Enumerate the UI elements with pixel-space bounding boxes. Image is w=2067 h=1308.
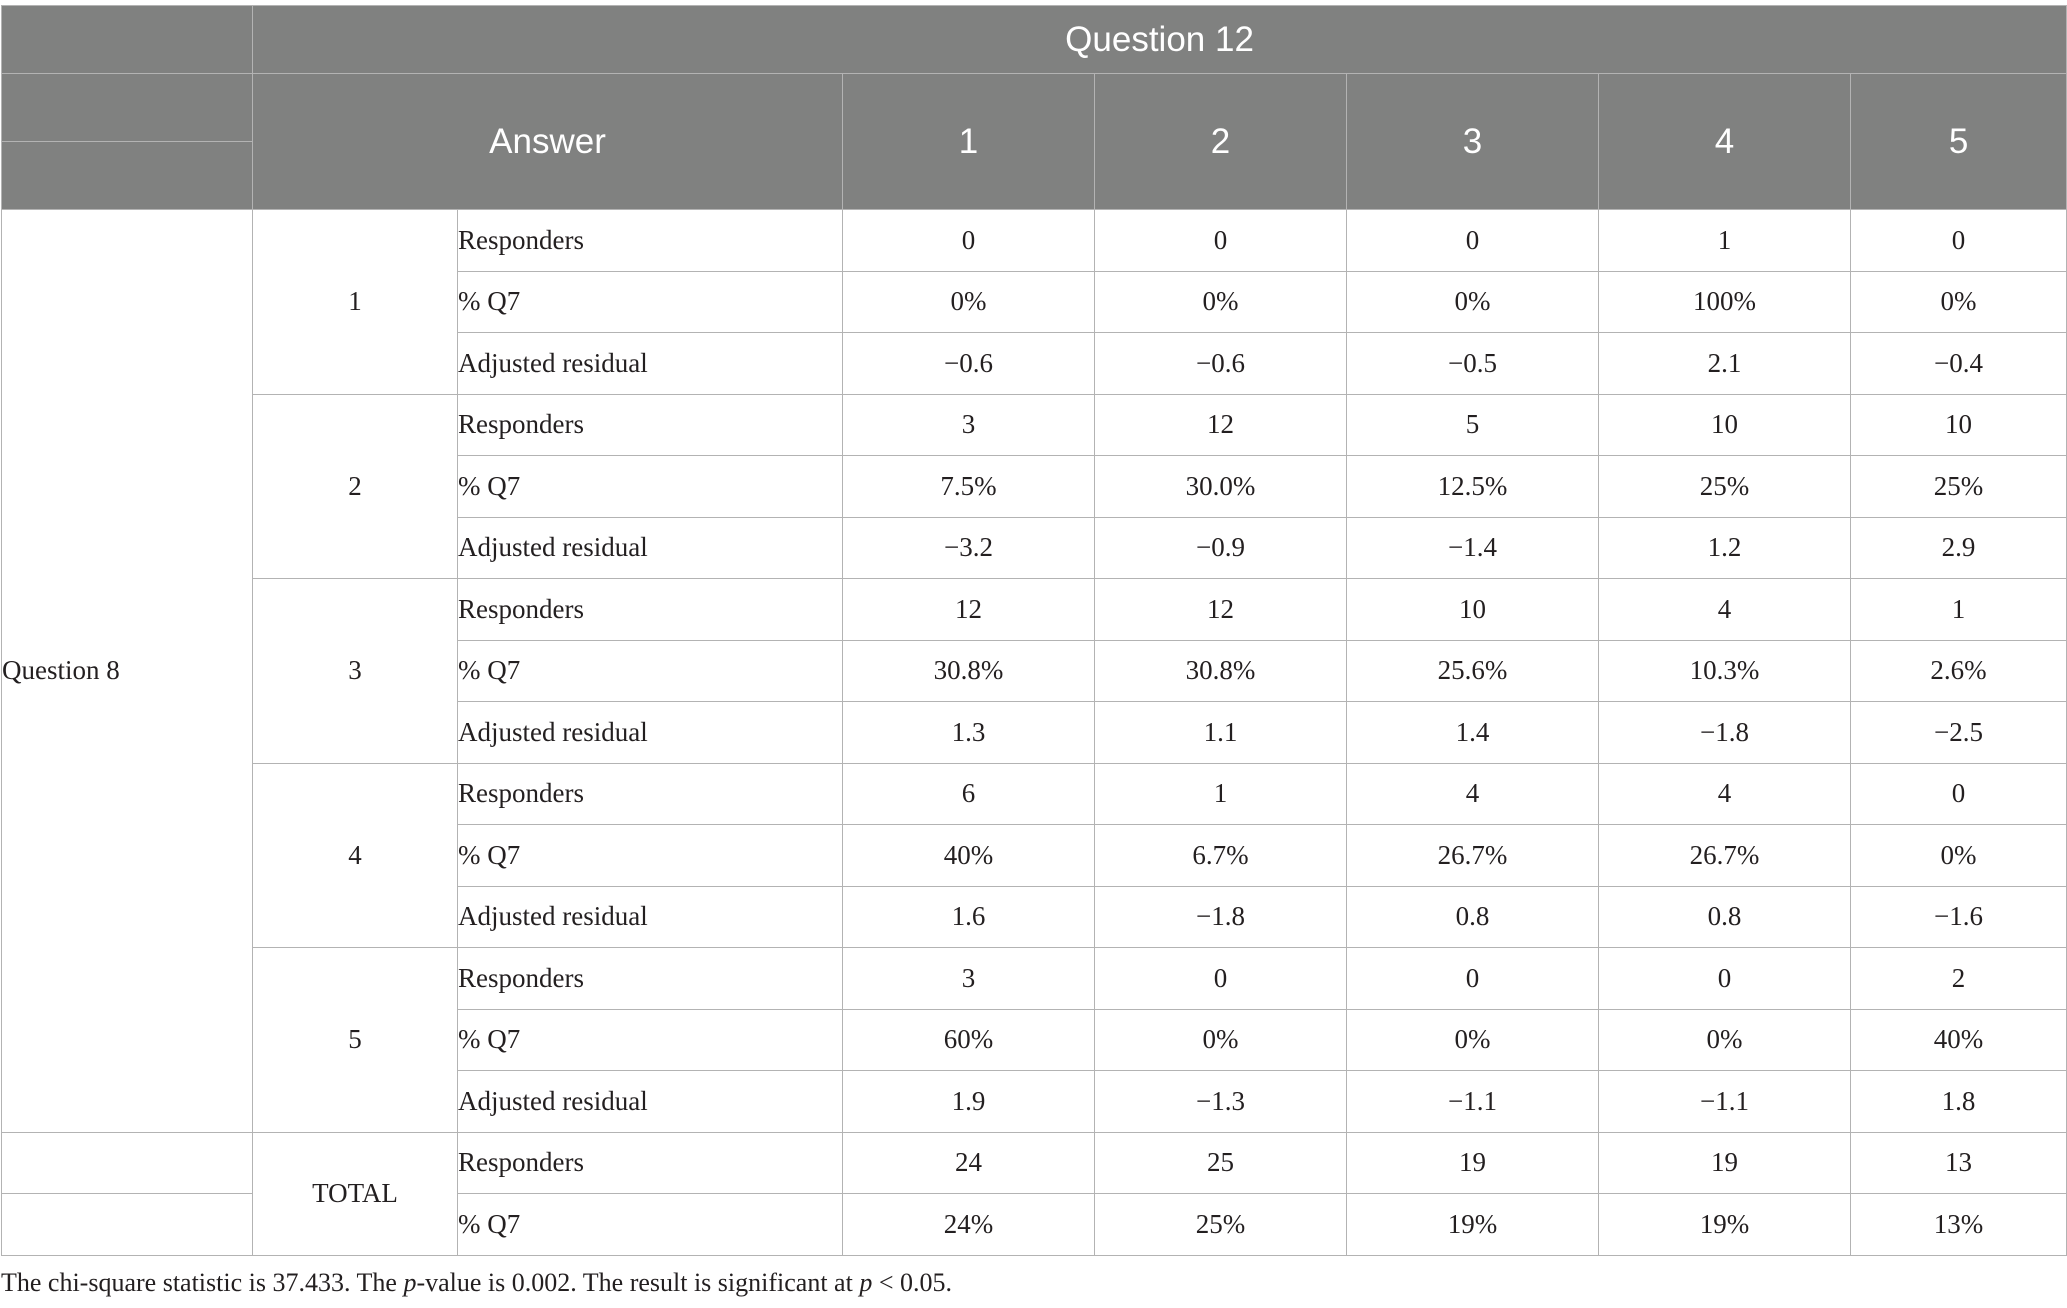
metric-label-cell: % Q7	[458, 1194, 843, 1256]
value-cell: −1.3	[1095, 1071, 1347, 1133]
header-corner-cell	[2, 74, 253, 142]
value-cell: 0%	[1347, 1009, 1599, 1071]
value-cell: 0%	[1851, 825, 2067, 887]
value-cell: 0%	[843, 271, 1095, 333]
value-cell: 25.6%	[1347, 640, 1599, 702]
header-corner-cell	[2, 142, 253, 210]
value-cell: 25%	[1851, 456, 2067, 518]
answer-value-cell: 4	[253, 763, 458, 948]
metric-label-cell: Adjusted residual	[458, 333, 843, 395]
value-cell: −1.1	[1347, 1071, 1599, 1133]
footnote-p-symbol: p	[403, 1268, 417, 1297]
metric-label-cell: Responders	[458, 579, 843, 641]
value-cell: 30.0%	[1095, 456, 1347, 518]
value-cell: 24	[843, 1132, 1095, 1194]
value-cell: 4	[1599, 763, 1851, 825]
metric-label-cell: Adjusted residual	[458, 702, 843, 764]
answer-header: Answer	[253, 74, 843, 210]
footnote-p-symbol: p	[859, 1268, 873, 1297]
value-cell: 40%	[843, 825, 1095, 887]
crosstab-table	[1, 5, 2067, 1256]
metric-label-cell: Adjusted residual	[458, 886, 843, 948]
value-cell: 0%	[1095, 271, 1347, 333]
value-cell: 12	[1095, 579, 1347, 641]
header-corner-cell	[2, 6, 253, 74]
empty-cell	[2, 1194, 253, 1256]
value-cell: 30.8%	[1095, 640, 1347, 702]
total-label-cell: TOTAL	[253, 1132, 458, 1255]
metric-label-cell: Responders	[458, 763, 843, 825]
value-cell: 2.1	[1599, 333, 1851, 395]
value-cell: 19%	[1599, 1194, 1851, 1256]
value-cell: 4	[1599, 579, 1851, 641]
answer-value-cell: 3	[253, 579, 458, 764]
value-cell: 12.5%	[1347, 456, 1599, 518]
value-cell: 40%	[1851, 1009, 2067, 1071]
value-cell: 0	[1851, 763, 2067, 825]
table-row	[2, 394, 2067, 456]
answer-value-cell: 5	[253, 948, 458, 1133]
footnote-text-3: < 0.05.	[872, 1268, 952, 1297]
value-cell: 0	[1347, 210, 1599, 272]
table-body	[2, 210, 2067, 1256]
footnote-text-1: The chi-square statistic is 37.433. The	[1, 1268, 404, 1297]
value-cell: 7.5%	[843, 456, 1095, 518]
value-cell: 0%	[1095, 1009, 1347, 1071]
value-cell: 25%	[1095, 1194, 1347, 1256]
value-cell: 3	[843, 948, 1095, 1010]
answer-value-cell: 2	[253, 394, 458, 579]
value-cell: 6	[843, 763, 1095, 825]
value-cell: −1.1	[1599, 1071, 1851, 1133]
value-cell: 10	[1851, 394, 2067, 456]
value-cell: 1	[1599, 210, 1851, 272]
value-cell: −0.6	[843, 333, 1095, 395]
value-cell: 19	[1599, 1132, 1851, 1194]
value-cell: 5	[1347, 394, 1599, 456]
value-cell: 0%	[1599, 1009, 1851, 1071]
value-cell: 12	[1095, 394, 1347, 456]
metric-label-cell: % Q7	[458, 640, 843, 702]
value-cell: 10.3%	[1599, 640, 1851, 702]
value-cell: −0.5	[1347, 333, 1599, 395]
value-cell: −1.8	[1095, 886, 1347, 948]
metric-label-cell: % Q7	[458, 271, 843, 333]
value-cell: 0	[843, 210, 1095, 272]
table-row	[2, 579, 2067, 641]
value-cell: −0.9	[1095, 517, 1347, 579]
metric-label-cell: Adjusted residual	[458, 517, 843, 579]
empty-cell	[2, 1132, 253, 1194]
value-cell: 10	[1599, 394, 1851, 456]
value-cell: 6.7%	[1095, 825, 1347, 887]
metric-label-cell: % Q7	[458, 825, 843, 887]
value-cell: 1.9	[843, 1071, 1095, 1133]
value-cell: 1.2	[1599, 517, 1851, 579]
value-cell: −1.6	[1851, 886, 2067, 948]
value-cell: 4	[1347, 763, 1599, 825]
value-cell: 100%	[1599, 271, 1851, 333]
value-cell: 0	[1851, 210, 2067, 272]
table-footnote	[1, 1268, 952, 1298]
value-cell: 19%	[1347, 1194, 1599, 1256]
value-cell: 19	[1347, 1132, 1599, 1194]
column-header-3: 3	[1347, 74, 1599, 210]
value-cell: 24%	[843, 1194, 1095, 1256]
value-cell: 1.1	[1095, 702, 1347, 764]
value-cell: 26.7%	[1599, 825, 1851, 887]
value-cell: 0	[1095, 210, 1347, 272]
value-cell: 0%	[1347, 271, 1599, 333]
value-cell: 13	[1851, 1132, 2067, 1194]
metric-label-cell: Responders	[458, 948, 843, 1010]
value-cell: 0%	[1851, 271, 2067, 333]
metric-label-cell: % Q7	[458, 1009, 843, 1071]
table-row	[2, 210, 2067, 272]
value-cell: 0.8	[1347, 886, 1599, 948]
value-cell: 1	[1095, 763, 1347, 825]
table-header	[2, 6, 2067, 210]
column-header-1: 1	[843, 74, 1095, 210]
column-header-5: 5	[1851, 74, 2067, 210]
value-cell: 0	[1347, 948, 1599, 1010]
total-row	[2, 1132, 2067, 1194]
metric-label-cell: Responders	[458, 1132, 843, 1194]
value-cell: 2.6%	[1851, 640, 2067, 702]
question-12-header: Question 12	[253, 6, 2067, 74]
metric-label-cell: Responders	[458, 394, 843, 456]
value-cell: 25%	[1599, 456, 1851, 518]
column-header-4: 4	[1599, 74, 1851, 210]
header-row-group	[2, 6, 2067, 74]
value-cell: −0.6	[1095, 333, 1347, 395]
table-row	[2, 948, 2067, 1010]
value-cell: −1.8	[1599, 702, 1851, 764]
value-cell: 1.6	[843, 886, 1095, 948]
value-cell: 1.4	[1347, 702, 1599, 764]
metric-label-cell: % Q7	[458, 456, 843, 518]
table-row	[2, 763, 2067, 825]
header-row-answers	[2, 74, 2067, 142]
value-cell: −3.2	[843, 517, 1095, 579]
metric-label-cell: Responders	[458, 210, 843, 272]
value-cell: 12	[843, 579, 1095, 641]
value-cell: 0	[1599, 948, 1851, 1010]
value-cell: 0	[1095, 948, 1347, 1010]
question-8-label: Question 8	[2, 210, 253, 1133]
value-cell: 2	[1851, 948, 2067, 1010]
footnote-text-2: -value is 0.002. The result is significant at	[416, 1268, 860, 1297]
value-cell: −2.5	[1851, 702, 2067, 764]
answer-value-cell: 1	[253, 210, 458, 395]
value-cell: 1.8	[1851, 1071, 2067, 1133]
value-cell: 13%	[1851, 1194, 2067, 1256]
value-cell: 10	[1347, 579, 1599, 641]
value-cell: −0.4	[1851, 333, 2067, 395]
value-cell: 2.9	[1851, 517, 2067, 579]
value-cell: −1.4	[1347, 517, 1599, 579]
value-cell: 1	[1851, 579, 2067, 641]
value-cell: 0.8	[1599, 886, 1851, 948]
value-cell: 26.7%	[1347, 825, 1599, 887]
metric-label-cell: Adjusted residual	[458, 1071, 843, 1133]
value-cell: 1.3	[843, 702, 1095, 764]
value-cell: 25	[1095, 1132, 1347, 1194]
column-header-2: 2	[1095, 74, 1347, 210]
value-cell: 30.8%	[843, 640, 1095, 702]
value-cell: 60%	[843, 1009, 1095, 1071]
value-cell: 3	[843, 394, 1095, 456]
